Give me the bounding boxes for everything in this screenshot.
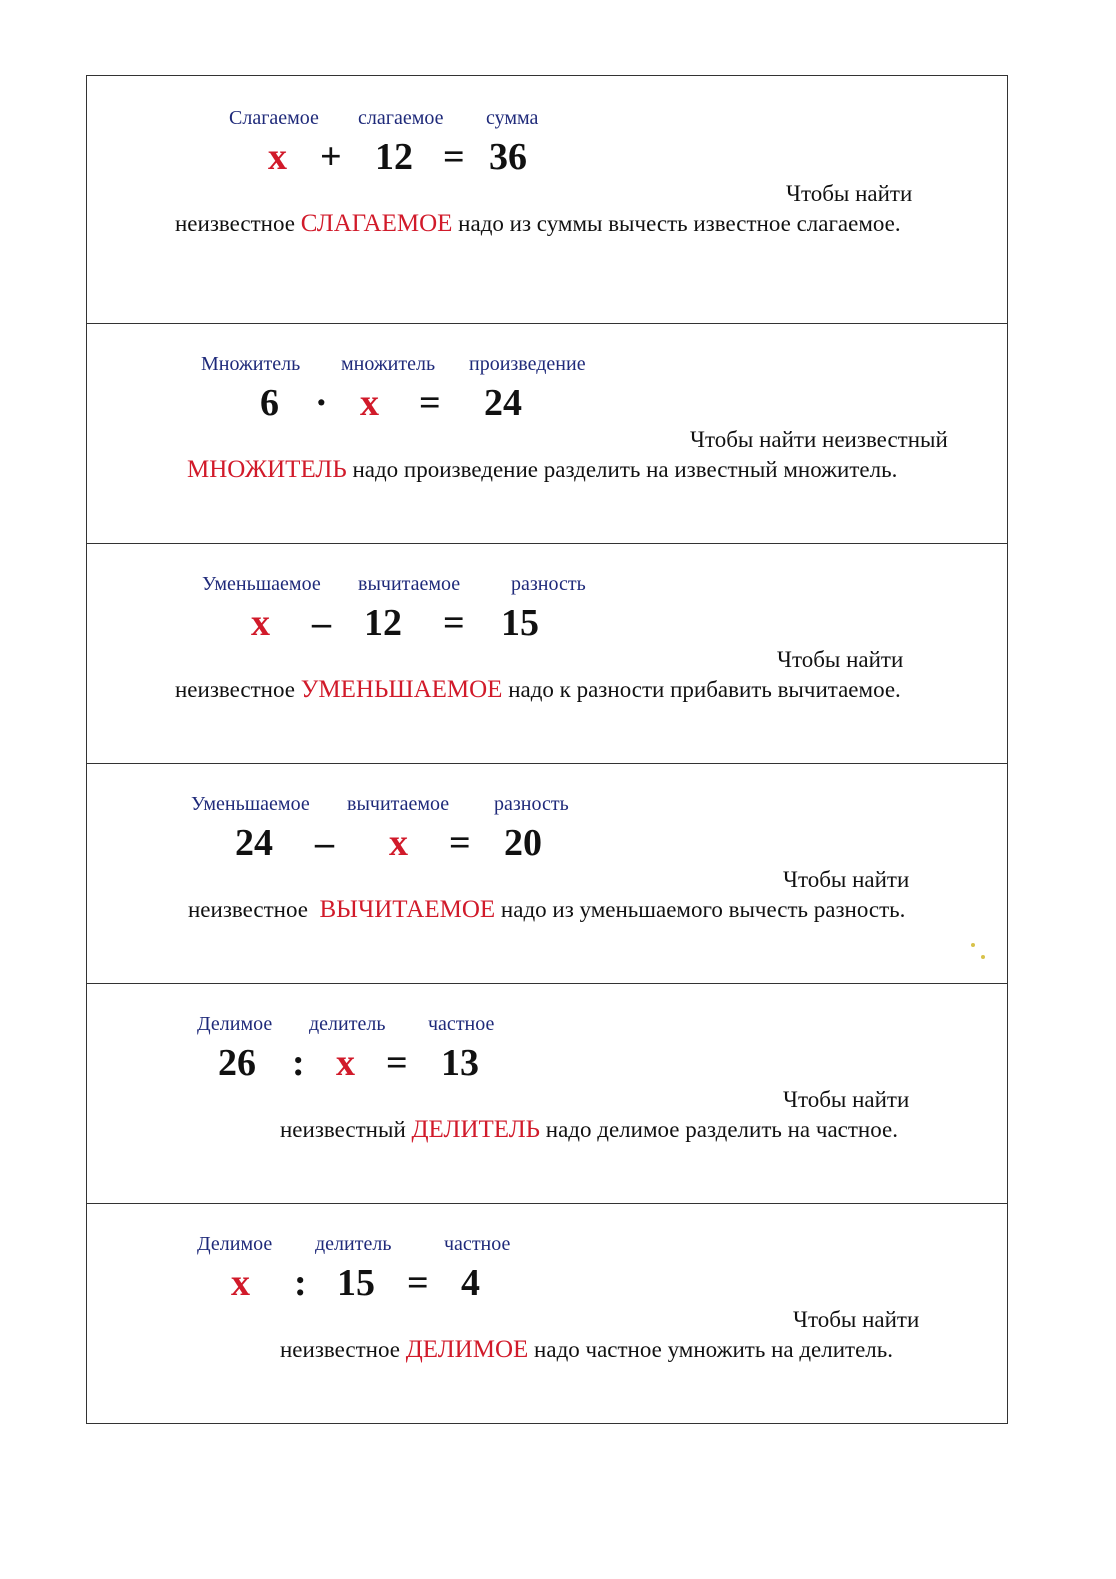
rule-text-pre: неизвестное — [175, 211, 295, 236]
equation-equals: = — [443, 602, 465, 644]
rule-text-post: надо из уменьшаемого вычесть разность. — [500, 897, 906, 922]
equation-number: 12 — [375, 136, 413, 178]
rule-card-subtrahend — [87, 763, 1007, 983]
equation-operator: + — [320, 136, 342, 178]
equation-operator: · — [315, 382, 328, 424]
rule-keyword: ДЕЛИМОЕ — [405, 1336, 529, 1363]
term-label: частное — [444, 1233, 511, 1255]
equation-operator: – — [312, 602, 331, 644]
term-label: вычитаемое — [358, 573, 461, 595]
equation-unknown: x — [268, 136, 287, 178]
equation-number: 12 — [364, 602, 402, 644]
equation-unknown: x — [231, 1262, 250, 1304]
rule-card-dividend — [87, 1203, 1007, 1423]
equation-unknown: x — [389, 822, 408, 864]
term-label: Уменьшаемое — [191, 793, 310, 815]
term-label: множитель — [341, 353, 436, 375]
rule-keyword: МНОЖИТЕЛЬ — [187, 456, 347, 483]
rule-text-post: надо произведение разделить на известный множитель. — [352, 457, 898, 482]
equation-number: 24 — [484, 382, 522, 424]
scan-speck — [981, 955, 985, 959]
rule-keyword: ДЕЛИТЕЛЬ — [411, 1116, 541, 1143]
rule-text — [175, 211, 901, 236]
term-label: вычитаемое — [347, 793, 450, 815]
equation-equals: = — [407, 1262, 429, 1304]
rule-text — [280, 1117, 898, 1142]
equation-number: 15 — [501, 602, 539, 644]
term-label: разность — [494, 793, 569, 815]
equation-unknown: x — [336, 1042, 355, 1084]
term-label: Делимое — [197, 1013, 273, 1035]
equation-unknown: x — [251, 602, 270, 644]
rule-text — [175, 677, 901, 702]
rule-text — [280, 1337, 893, 1362]
rule-text-post: надо к разности прибавить вычитаемое. — [508, 677, 901, 702]
rule-text — [187, 457, 897, 482]
equation-number: 6 — [260, 382, 279, 424]
equation-equals: = — [386, 1042, 408, 1084]
rule-card-divisor — [87, 983, 1007, 1203]
rule-text — [188, 897, 905, 922]
rule-text-pre: неизвестный — [280, 1117, 406, 1142]
equation-number: 24 — [235, 822, 273, 864]
equation-operator: – — [315, 822, 334, 864]
term-label: делитель — [309, 1013, 386, 1035]
equation-unknown: x — [360, 382, 379, 424]
equation-number: 4 — [461, 1262, 480, 1304]
term-label: слагаемое — [358, 107, 444, 129]
term-label: разность — [511, 573, 586, 595]
equation-equals: = — [443, 136, 465, 178]
rule-heading: Чтобы найти неизвестный — [690, 427, 948, 452]
rule-keyword: УМЕНЬШАЕМОЕ — [300, 676, 503, 703]
rules-sheet — [86, 75, 1008, 1424]
equation-number: 13 — [441, 1042, 479, 1084]
rule-text-pre: неизвестное — [280, 1337, 400, 1362]
term-label: Множитель — [201, 353, 301, 375]
rule-text-post: надо из суммы вычесть известное слагаемое. — [458, 211, 901, 236]
term-label: делитель — [315, 1233, 392, 1255]
term-label: Делимое — [197, 1233, 273, 1255]
rule-heading: Чтобы найти — [793, 1307, 920, 1332]
equation-equals: = — [449, 822, 471, 864]
equation-operator: : — [294, 1262, 307, 1304]
rule-heading: Чтобы найти — [783, 867, 910, 892]
equation-number: 20 — [504, 822, 542, 864]
rule-text-post: надо делимое разделить на частное. — [545, 1117, 898, 1142]
term-label: частное — [428, 1013, 495, 1035]
equation-equals: = — [419, 382, 441, 424]
rule-keyword: ВЫЧИТАЕМОЕ — [319, 896, 496, 923]
scan-speck — [971, 943, 975, 947]
rule-text-pre: неизвестное — [188, 897, 308, 922]
equation-number: 26 — [218, 1042, 256, 1084]
rule-heading: Чтобы найти — [783, 1087, 910, 1112]
rule-text-post: надо частное умножить на делитель. — [534, 1337, 894, 1362]
rule-heading: Чтобы найти — [786, 181, 913, 206]
equation-number: 36 — [489, 136, 527, 178]
equation-number: 15 — [337, 1262, 375, 1304]
rule-text-pre: неизвестное — [175, 677, 295, 702]
term-label: произведение — [469, 353, 586, 375]
rule-card-factor — [87, 323, 1007, 543]
rule-card-minuend — [87, 543, 1007, 763]
rule-heading: Чтобы найти — [777, 647, 904, 672]
rule-card-addend — [87, 76, 1007, 323]
term-label: сумма — [486, 107, 539, 129]
equation-operator: : — [292, 1042, 305, 1084]
rule-keyword: СЛАГАЕМОЕ — [300, 210, 453, 237]
term-label: Слагаемое — [229, 107, 319, 129]
term-label: Уменьшаемое — [202, 573, 321, 595]
